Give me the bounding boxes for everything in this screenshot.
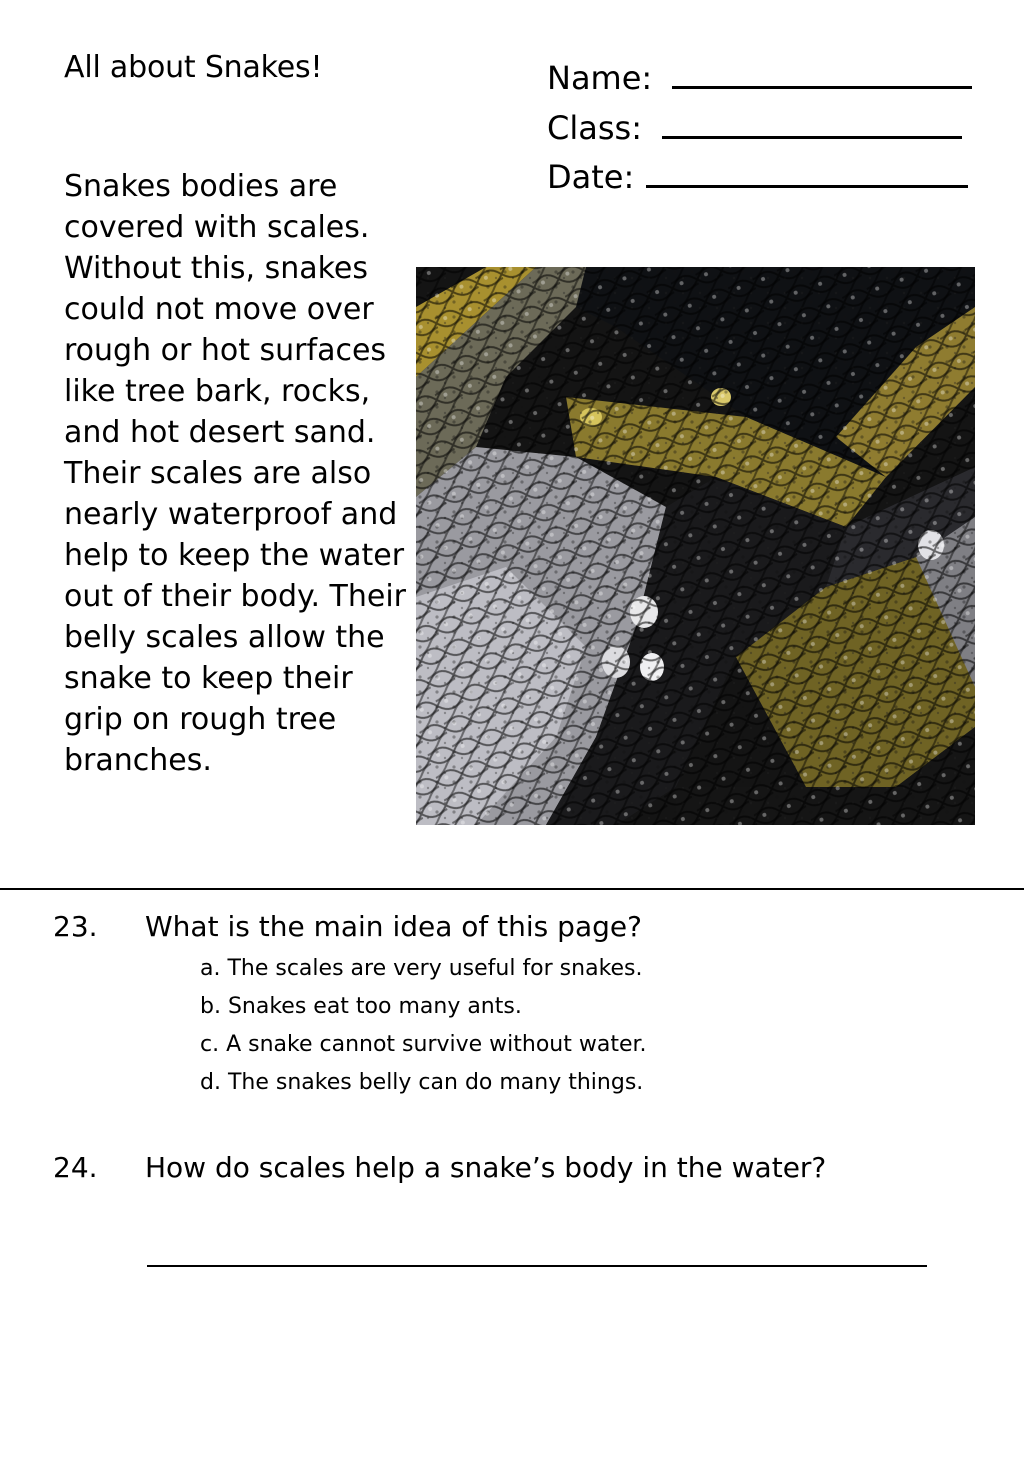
- snake-scales-photo: [416, 267, 975, 825]
- question-23-option-c[interactable]: c. A snake cannot survive without water.: [200, 1032, 647, 1057]
- class-blank-line[interactable]: [662, 108, 962, 139]
- name-label: Name:: [547, 59, 653, 97]
- question-23-option-d[interactable]: d. The snakes belly can do many things.: [200, 1070, 644, 1095]
- reading-passage: [64, 166, 409, 781]
- class-field[interactable]: [547, 108, 962, 147]
- question-23-option-b[interactable]: b. Snakes eat too many ants.: [200, 994, 522, 1019]
- class-label: Class:: [547, 109, 642, 147]
- page-title: All about Snakes!: [64, 50, 323, 85]
- question-24-number: 24.: [53, 1151, 98, 1184]
- question-23-number: 23.: [53, 910, 98, 943]
- name-blank-line[interactable]: [672, 58, 972, 89]
- date-label: Date:: [547, 158, 635, 196]
- question-24-answer-line[interactable]: [147, 1265, 927, 1267]
- question-23-option-a[interactable]: a. The scales are very useful for snakes.: [200, 956, 643, 981]
- date-field[interactable]: [547, 157, 968, 196]
- question-24-text: How do scales help a snake’s body in the water?: [145, 1151, 827, 1184]
- section-divider: [0, 888, 1024, 890]
- passage-text: Snakes bodies are covered with scales. Without this, snakes could not move over rough or hot surfaces like tree bark, rocks, and hot desert sand. Their scales are also nearly waterproof and help to keep the water out of their body. Their belly scales allow the snake to keep their grip on rough tree branches.: [64, 169, 407, 778]
- date-blank-line[interactable]: [646, 157, 968, 188]
- name-field[interactable]: [547, 58, 972, 97]
- question-23-text: What is the main idea of this page?: [145, 910, 642, 943]
